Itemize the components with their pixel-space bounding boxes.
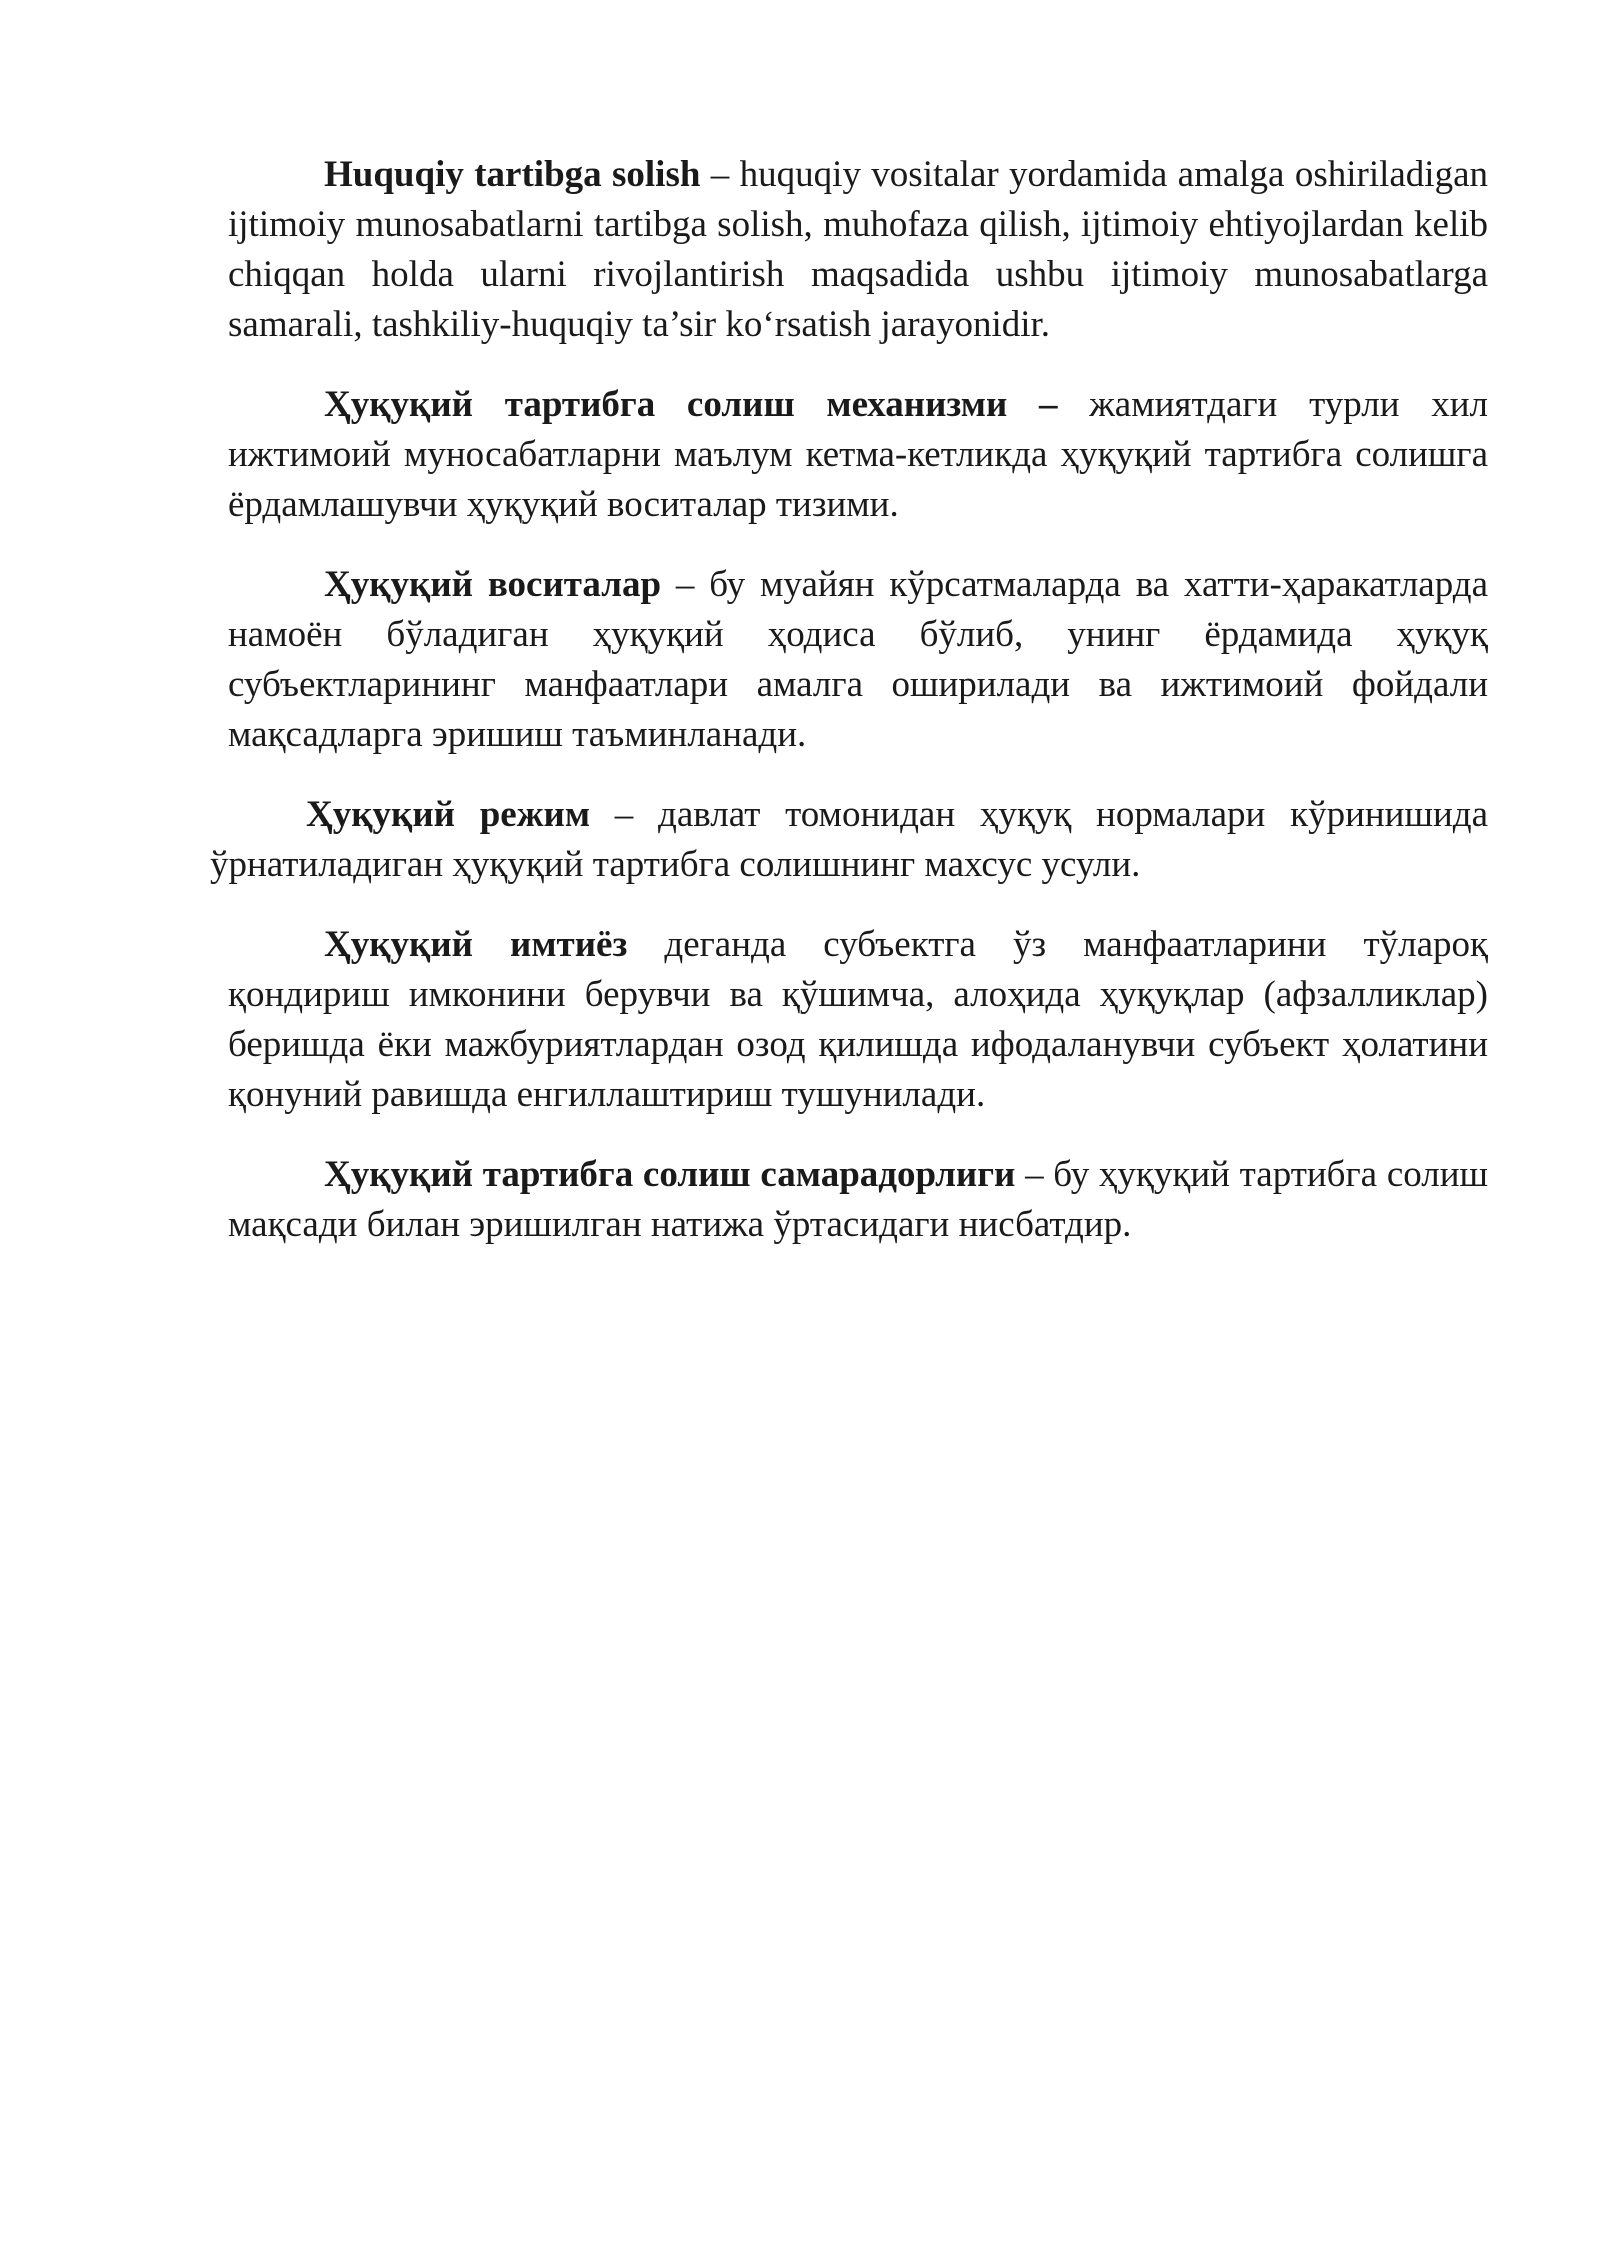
definition-paragraph-4 bbox=[210, 790, 1488, 890]
definition-text: – бу муайян кўрсатмаларда ва хатти-ҳаракатларда намоён бўладиган ҳуқуқий ҳодиса бўлиб, унинг ёрдамида ҳуқуқ субъектларининг манфаатлари амалга оширилади ва ижтимоий фойдали мақсадларга эришиш таъминланади. bbox=[228, 564, 1488, 755]
definition-paragraph-3 bbox=[228, 560, 1488, 760]
definition-paragraph-6 bbox=[228, 1150, 1488, 1250]
definition-text: деганда субъектга ўз манфаатларини тўлароқ қондириш имконини берувчи ва қўшимча, алоҳида ҳуқуқлар (афзалликлар) беришда ёки мажбуриятлардан озод қилишда ифодаланувчи субъект ҳолатини қонуний равишда енгиллаштириш тушунилади. bbox=[228, 924, 1488, 1115]
definition-term: Ҳуқуқий имтиёз bbox=[324, 924, 628, 965]
document-body bbox=[210, 150, 1489, 1280]
definition-term: Ҳуқуқий тартибга солиш механизми – bbox=[324, 384, 1058, 425]
definition-text: – бу ҳуқуқий тартибга солиш мақсади билан эришилган натижа ўртасидаги нисбатдир. bbox=[228, 1154, 1489, 1245]
definition-term: Ҳуқуқий режим bbox=[306, 794, 591, 835]
definition-term: Ҳуқуқий тартибга солиш самарадорлиги bbox=[324, 1154, 1016, 1195]
definition-paragraph-1 bbox=[228, 150, 1488, 350]
definition-paragraph-2 bbox=[228, 380, 1488, 530]
definition-paragraph-5 bbox=[228, 920, 1488, 1120]
definition-text: – давлат томонидан ҳуқуқ нормалари кўринишида ўрнатиладиган ҳуқуқий тартибга солишнинг махсус усули. bbox=[210, 794, 1489, 885]
definition-text: жамиятдаги турли хил ижтимоий муносабатларни маълум кетма-кетликда ҳуқуқий тартибга солишга ёрдамлашувчи ҳуқуқий воситалар тизими. bbox=[228, 384, 1489, 525]
definition-term: Huquqiy tartibga solish bbox=[324, 154, 701, 195]
definition-term: Ҳуқуқий воситалар bbox=[324, 564, 662, 605]
definition-text: – huquqiy vositalar yordamida amalga oshiriladigan ijtimoiy munosabatlarni tartibga solish, muhofaza qilish, ijtimoiy ehtiyojlardan kelib chiqqan holda ularni rivojlantirish maqsadida ushbu ijtimoiy munosabatlarga samarali, tashkiliy-huquqiy ta’sir ko‘rsatish jarayonidir. bbox=[228, 154, 1489, 345]
